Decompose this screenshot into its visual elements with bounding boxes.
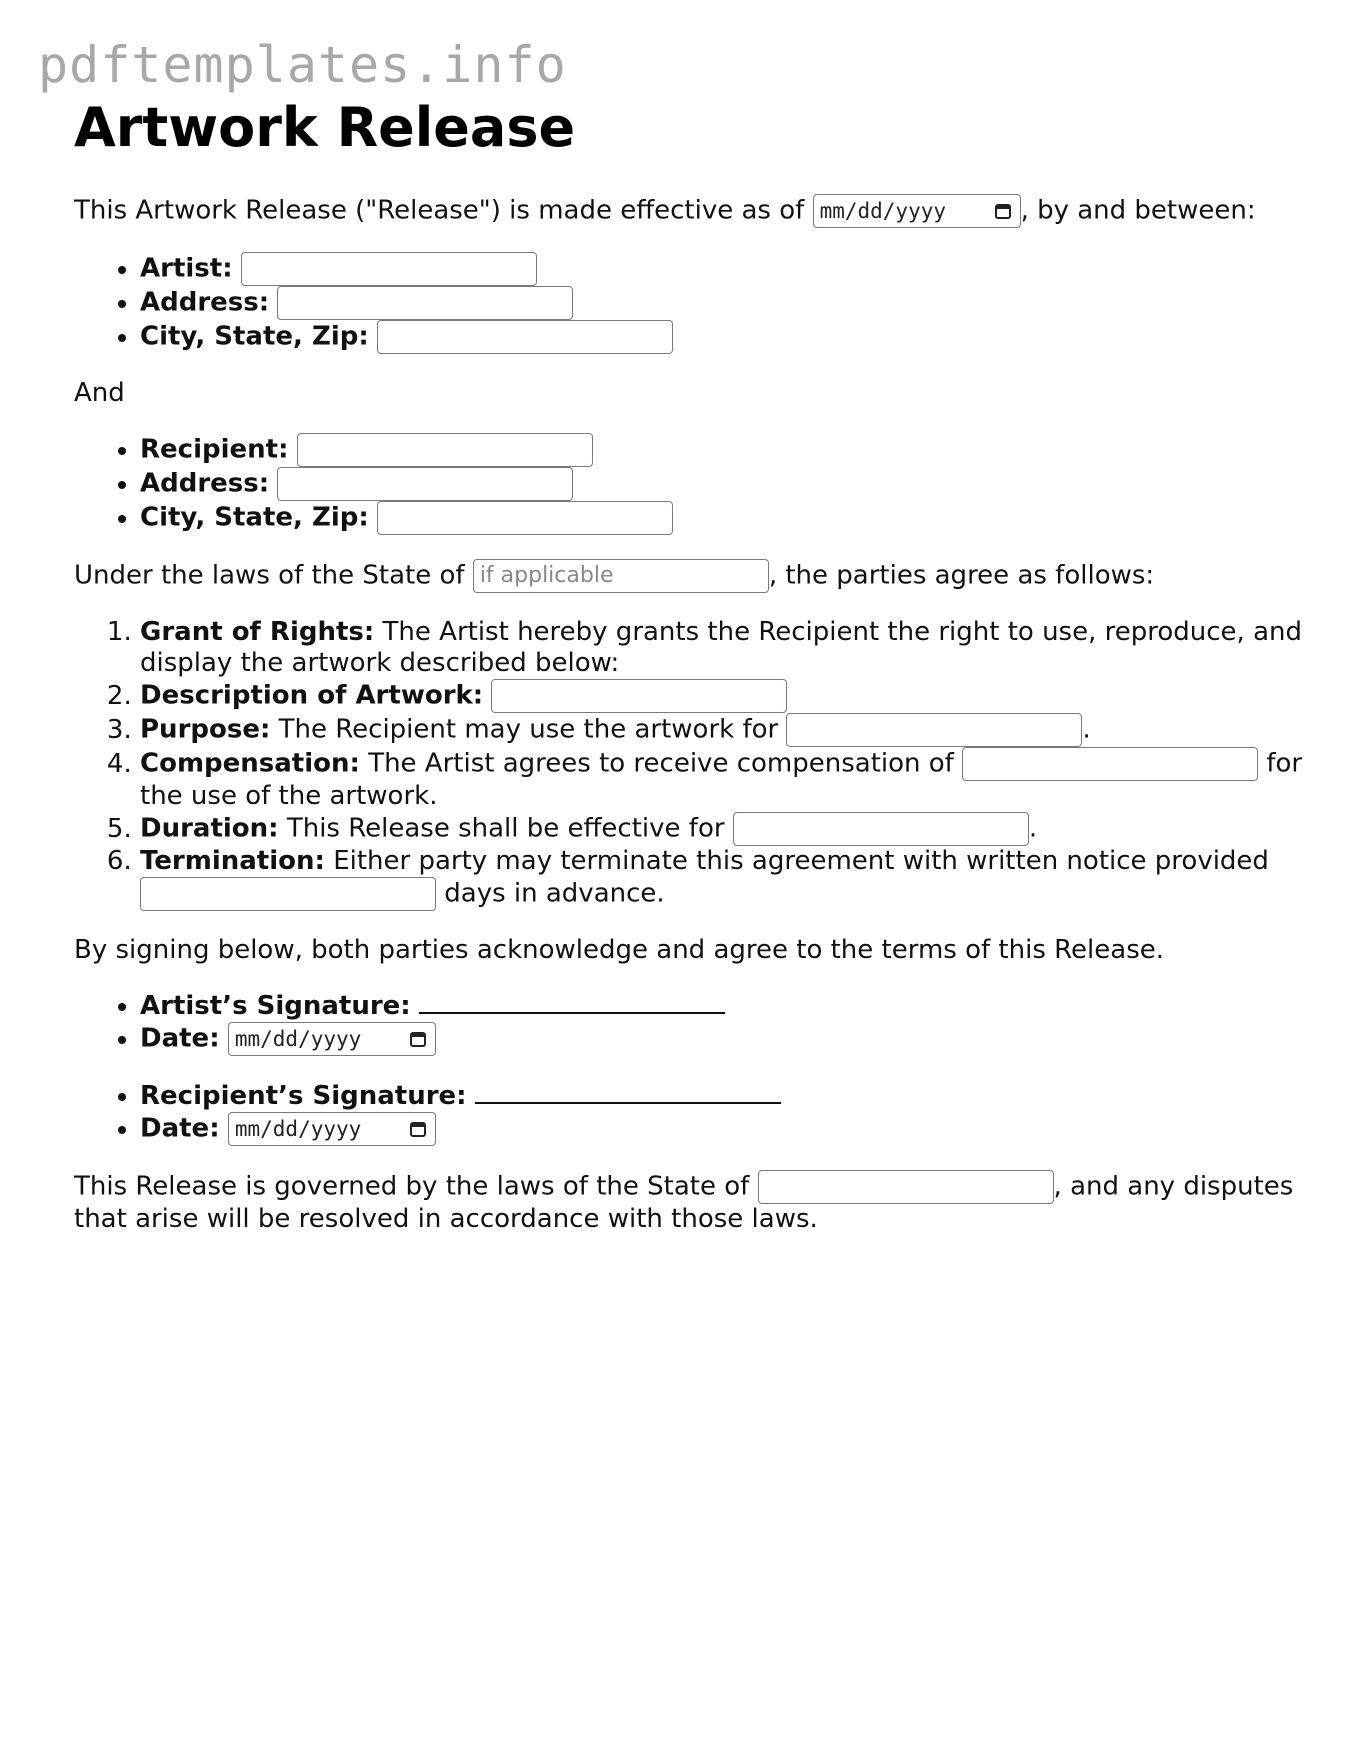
term-end: . xyxy=(1082,714,1091,745)
artist-date-input[interactable] xyxy=(228,1022,436,1056)
term-label: Description of Artwork: xyxy=(140,680,484,711)
list-item xyxy=(140,467,1304,501)
recipient-city-label: City, State, Zip: xyxy=(140,502,369,533)
date-placeholder: mm/dd/yyyy xyxy=(819,198,946,223)
calendar-icon xyxy=(994,202,1012,220)
date-placeholder: mm/dd/yyyy xyxy=(234,1116,362,1141)
notice-days-input[interactable] xyxy=(140,877,436,911)
artist-signature-list xyxy=(74,990,1304,1056)
recipient-list xyxy=(74,433,1304,535)
intro-text: This Artwork Release ("Release") is made effective as of xyxy=(74,195,805,226)
governing-text: This Release is governed by the laws of the State of xyxy=(74,1171,750,1202)
recipient-address-input[interactable] xyxy=(277,467,573,501)
recipient-signature-label: Recipient’s Signature: xyxy=(140,1081,467,1111)
compensation-input[interactable] xyxy=(962,747,1258,781)
term-termination xyxy=(140,846,1304,911)
artist-signature-line[interactable] xyxy=(419,990,725,1014)
artist-city-state-zip-input[interactable] xyxy=(377,320,673,354)
page-title: Artwork Release xyxy=(74,96,576,159)
date-label: Date: xyxy=(140,1023,220,1054)
artist-signature-label: Artist’s Signature: xyxy=(140,991,411,1021)
term-label: Grant of Rights: xyxy=(140,617,375,647)
recipient-signature-line[interactable] xyxy=(475,1080,781,1104)
term-label: Duration: xyxy=(140,813,279,844)
list-item xyxy=(140,1112,1304,1146)
list-item xyxy=(140,990,1304,1022)
list-item xyxy=(140,286,1304,320)
term-grant xyxy=(140,617,1304,679)
term-text: Either party may terminate this agreement with written notice provided xyxy=(333,846,1269,876)
artwork-description-input[interactable] xyxy=(491,679,787,713)
laws-text: Under the laws of the State of xyxy=(74,560,465,591)
list-item xyxy=(140,1022,1304,1056)
watermark: pdftemplates.info xyxy=(38,36,567,94)
governing-state-input[interactable] xyxy=(758,1170,1054,1204)
governing-paragraph xyxy=(74,1170,1304,1235)
governing-text-after: , and any disputes that arise will be resolved in accordance with those laws. xyxy=(74,1171,1294,1234)
laws-text-after: , the parties agree as follows: xyxy=(768,560,1155,591)
purpose-input[interactable] xyxy=(786,713,1082,747)
term-text-after: days in advance. xyxy=(444,878,665,909)
term-duration xyxy=(140,812,1304,846)
artist-address-label: Address: xyxy=(140,287,270,318)
date-label: Date: xyxy=(140,1113,220,1144)
term-compensation xyxy=(140,747,1304,812)
recipient-label: Recipient: xyxy=(140,434,289,465)
terms-list xyxy=(74,617,1304,911)
recipient-signature-list xyxy=(74,1080,1304,1146)
effective-date-input[interactable] xyxy=(813,194,1021,228)
intro-text-after: , by and between: xyxy=(1020,195,1256,226)
term-text: This Release shall be effective for xyxy=(286,813,725,844)
artist-list xyxy=(74,252,1304,354)
artist-name-input[interactable] xyxy=(241,252,537,286)
calendar-icon xyxy=(409,1120,427,1138)
state-input[interactable]: if applicable xyxy=(473,559,769,593)
duration-input[interactable] xyxy=(733,812,1029,846)
term-label: Compensation: xyxy=(140,748,360,779)
calendar-icon xyxy=(409,1030,427,1048)
list-item xyxy=(140,320,1304,354)
term-label: Purpose: xyxy=(140,714,271,745)
and-text: And xyxy=(74,378,125,408)
recipient-name-input[interactable] xyxy=(297,433,593,467)
recipient-date-input[interactable] xyxy=(228,1112,436,1146)
artist-address-input[interactable] xyxy=(277,286,573,320)
recipient-city-state-zip-input[interactable] xyxy=(377,501,673,535)
laws-paragraph xyxy=(74,559,1304,593)
artist-city-label: City, State, Zip: xyxy=(140,321,369,352)
term-text: The Recipient may use the artwork for xyxy=(278,714,779,745)
term-label: Termination: xyxy=(140,846,325,876)
term-purpose xyxy=(140,713,1304,747)
recipient-address-label: Address: xyxy=(140,468,270,499)
term-text: The Artist hereby grants the Recipient the right to use, reproduce, and display the artwork described below: xyxy=(140,617,1302,678)
list-item xyxy=(140,252,1304,286)
list-item xyxy=(140,501,1304,535)
signing-intro: By signing below, both parties acknowledge and agree to the terms of this Release. xyxy=(74,935,1164,965)
date-placeholder: mm/dd/yyyy xyxy=(234,1026,362,1051)
intro-paragraph xyxy=(74,194,1304,228)
list-item xyxy=(140,433,1304,467)
term-description xyxy=(140,679,1304,713)
term-end: . xyxy=(1028,813,1038,844)
term-text-after: for the use of the artwork. xyxy=(140,748,1303,811)
document-body xyxy=(74,98,1304,1235)
term-text: The Artist agrees to receive compensation of xyxy=(368,748,954,779)
list-item xyxy=(140,1080,1304,1112)
artist-label: Artist: xyxy=(140,253,233,284)
